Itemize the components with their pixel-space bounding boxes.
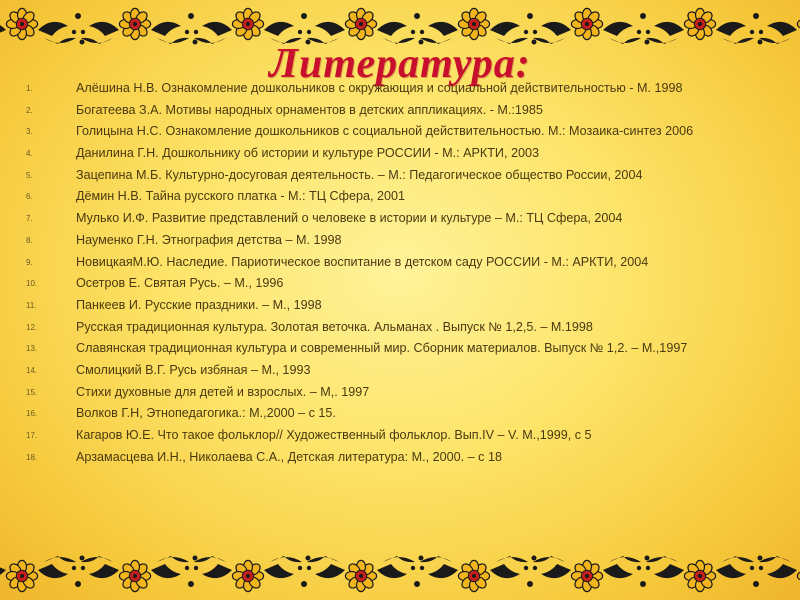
list-item (26, 254, 761, 272)
leaf-swirl-icon (759, 556, 797, 578)
leaf-swirl-icon (533, 556, 571, 578)
leaf-swirl-icon (38, 556, 76, 578)
list-item-number: 12. (26, 322, 38, 332)
list-item-number: 16. (26, 409, 38, 419)
khokhloma-flower-icon (119, 8, 150, 39)
reference-list (26, 80, 761, 470)
list-item (26, 275, 761, 293)
leaf-swirl-icon (716, 556, 754, 578)
list-item (26, 80, 761, 98)
list-item-number: 6. (26, 192, 33, 202)
list-item-number: 7. (26, 214, 33, 224)
khokhloma-flower-icon (345, 560, 376, 591)
list-item-text: Волков Г.Н, Этнопедагогика.: М.,2000 – с 15. (76, 406, 336, 421)
list-item-number: 14. (26, 365, 38, 375)
list-item-text: Дёмин Н.В. Тайна русского платка - М.: ТЦ Сфера, 2001 (76, 189, 406, 204)
list-item (26, 167, 761, 185)
leaf-swirl-icon (603, 556, 641, 578)
list-item (26, 319, 761, 337)
ornament-border-bottom (0, 536, 800, 600)
khokhloma-flower-icon (345, 8, 376, 39)
khokhloma-flower-icon (119, 560, 150, 591)
list-item-number: 8. (26, 235, 33, 245)
leaf-swirl-icon (81, 556, 119, 578)
list-item-number: 17. (26, 431, 38, 440)
list-item-number: 11. (26, 300, 37, 310)
list-item (26, 188, 761, 206)
list-item-number: 15. (26, 387, 38, 397)
khokhloma-flower-icon (571, 8, 602, 39)
list-item-number: 10. (26, 279, 38, 289)
list-item-text: Кагаров Ю.Е. Что такое фольклор// Художественный фольклор. Вып.IV – V. М.,1999, с 5 (76, 428, 592, 442)
list-item-number: 1. (26, 84, 33, 93)
list-item-text: Стихи духовные для детей и взрослых. – М,. 1997 (76, 384, 370, 399)
list-item-number: 5. (26, 170, 33, 180)
leaf-swirl-icon (151, 556, 189, 578)
list-item (26, 297, 761, 315)
list-item-text: Русская традиционная культура. Золотая веточка. Альманах . Выпуск № 1,2,5. – М.1998 (76, 319, 593, 334)
khokhloma-flower-icon (6, 560, 37, 591)
list-item (26, 145, 761, 163)
list-item-text: Осетров Е. Святая Русь. – М., 1996 (76, 276, 284, 291)
list-item-number: 13. (26, 344, 38, 354)
list-item (26, 427, 761, 445)
list-item (26, 123, 761, 141)
list-item-text: НовицкаяМ.Ю. Наследие. Париотическое воспитание в детском саду РОССИИ - М.: АРКТИ, 2004 (76, 254, 649, 269)
leaf-swirl-icon (377, 556, 415, 578)
khokhloma-flower-icon (6, 8, 37, 39)
list-item (26, 340, 761, 358)
leaf-swirl-icon (264, 556, 302, 578)
list-item-text: Мулько И.Ф. Развитие представлений о человеке в истории и культуре – М.: ТЦ Сфера, 2004 (76, 211, 623, 226)
leaf-swirl-icon (307, 556, 345, 578)
list-item-number: 3. (26, 127, 33, 137)
list-item (26, 362, 761, 380)
leaf-swirl-icon (0, 556, 6, 578)
leaf-swirl-icon (194, 556, 232, 578)
list-item-text: Алёшина Н.В. Ознакомление дошкольников с окружающия и социальной действительностью - М. 1998 (76, 81, 683, 95)
khokhloma-flower-icon (458, 8, 489, 39)
list-item-text: Смолицкий В.Г. Русь избяная – М., 1993 (76, 362, 311, 377)
list-item-number: 4. (26, 149, 33, 159)
leaf-swirl-icon (490, 556, 528, 578)
list-item-number: 9. (26, 257, 33, 267)
leaf-swirl-icon (646, 556, 684, 578)
list-item-text: Богатеева З.А. Мотивы народных орнаментов в детских аппликациях. - М.:1985 (76, 102, 543, 117)
list-item (26, 384, 761, 402)
list-item (26, 232, 761, 250)
list-item-text: Данилина Г.Н. Дошкольнику об истории и культуре РОССИИ - М.: АРКТИ, 2003 (76, 146, 539, 161)
khokhloma-flower-icon (684, 560, 715, 591)
khokhloma-flower-icon (458, 560, 489, 591)
list-item (26, 102, 761, 120)
list-item (26, 210, 761, 228)
list-item-text: Славянская традиционная культура и современный мир. Сборник материалов. Выпуск № 1,2. – М.,1997 (76, 341, 688, 356)
leaf-swirl-icon (420, 556, 458, 578)
list-item (26, 449, 761, 467)
list-item (26, 405, 761, 423)
list-item-text: Панкеев И. Русские праздники. – М., 1998 (76, 297, 322, 312)
list-item-text: Зацепина М.Б. Культурно-досуговая деятельность. – М.: Педагогическое общество России, 2004 (76, 167, 643, 182)
list-item-text: Голицына Н.С. Ознакомление дошкольников с социальной действительностью. М.: Мозаика-синтез 2006 (76, 124, 694, 139)
list-item-text: Науменко Г.Н. Этнография детства – М. 1998 (76, 232, 342, 247)
list-item-text: Арзамасцева И.Н., Николаева С.А., Детская литература: М., 2000. – с 18 (76, 449, 502, 464)
list-item-number: 18. (26, 452, 38, 462)
page-title: Литература: (269, 41, 531, 87)
list-item-number: 2. (26, 105, 33, 115)
khokhloma-flower-icon (232, 560, 263, 591)
khokhloma-flower-icon (684, 8, 715, 39)
khokhloma-flower-icon (232, 8, 263, 39)
khokhloma-flower-icon (571, 560, 602, 591)
